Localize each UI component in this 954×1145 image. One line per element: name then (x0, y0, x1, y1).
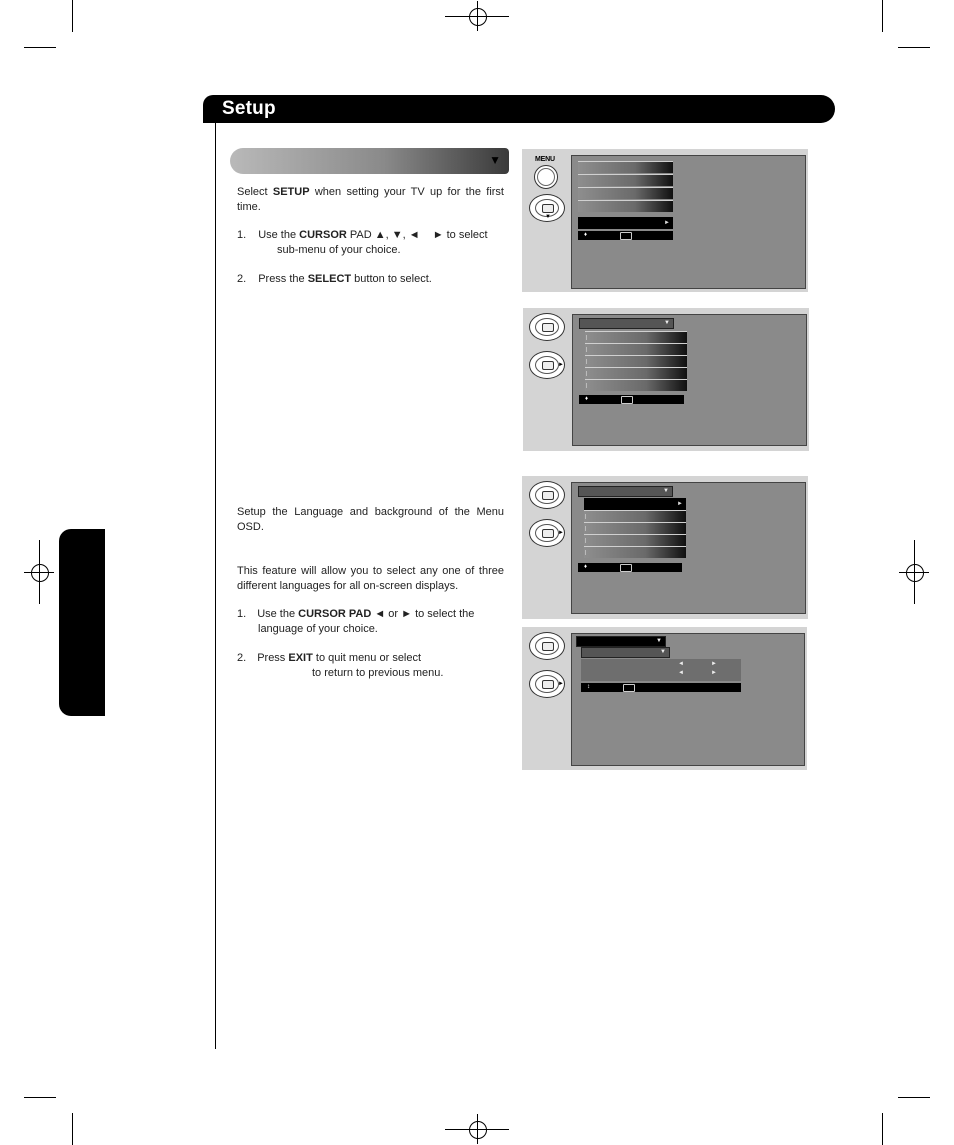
crop-mark (914, 540, 915, 604)
info-bar (581, 683, 741, 692)
settings-area (581, 659, 741, 681)
side-tab (59, 529, 105, 716)
triangle-down-icon: ▼ (664, 320, 670, 326)
language-step-2-cont: to return to previous menu. (312, 667, 444, 679)
cursor-pad-button[interactable] (529, 670, 565, 698)
margin-rule (215, 123, 216, 1049)
crop-mark (882, 1113, 883, 1145)
crop-mark (882, 0, 883, 32)
triangle-down-icon: ▼ (489, 153, 501, 167)
setup-step-1-cont: sub-menu of your choice. (277, 244, 401, 256)
crop-mark (898, 1097, 930, 1098)
menu-item-bar (585, 367, 687, 379)
menu-item-bar (584, 522, 686, 534)
menu-item-bar (584, 534, 686, 546)
menu-item-bar (585, 331, 687, 343)
cursor-pad-icon: ♦ (585, 396, 589, 402)
menu-item-bar (585, 355, 687, 367)
menu-item-bar-selected (584, 498, 686, 510)
triangle-left-icon: ◄ (678, 670, 684, 676)
cursor-pad-select-button[interactable] (529, 481, 565, 509)
submenu-title-bar (581, 647, 670, 658)
triangle-left-icon: ◄ (678, 661, 684, 667)
cursor-pad-button[interactable] (529, 194, 565, 222)
cursor-pad-select-button[interactable] (529, 632, 565, 660)
triangle-down-icon: ▼ (656, 638, 662, 644)
crop-mark (445, 1129, 509, 1130)
triangle-down-icon: ▼ (545, 214, 551, 220)
triangle-right-icon: ► (711, 670, 717, 676)
info-bar (578, 231, 673, 240)
tv-screen-2 (572, 314, 807, 446)
select-key-icon (621, 396, 633, 404)
tv-screen-1 (571, 155, 806, 289)
triangle-right-icon: ► (677, 501, 683, 507)
menu-button[interactable] (534, 165, 558, 189)
menu-item-bar (584, 546, 686, 558)
crop-mark (898, 47, 930, 48)
menu-item-bar-selected (578, 217, 673, 229)
page-title: Setup (222, 98, 276, 119)
crop-mark (445, 16, 509, 17)
setup-step-2: 2. Press the SELECT button to select. (237, 273, 432, 285)
select-key-icon (620, 564, 632, 572)
menu-item-bar (578, 200, 673, 212)
header-bar (203, 95, 835, 123)
language-step-1: 1. Use the CURSOR PAD ◄ or ► to select the (237, 608, 475, 620)
language-step-2: 2. Press EXIT to quit menu or select (237, 652, 422, 664)
cursor-pad-button[interactable] (529, 351, 565, 379)
triangle-right-icon: ► (664, 220, 670, 226)
cursor-pad-icon: ♦ (584, 564, 588, 570)
menu-item-bar (578, 161, 673, 173)
info-bar (579, 395, 684, 404)
cursor-pad-select-button[interactable] (529, 313, 565, 341)
crop-mark (39, 540, 40, 604)
triangle-right-icon: ► (711, 661, 717, 667)
menu-title-bar (576, 636, 666, 647)
crop-mark (24, 47, 56, 48)
menu-label: MENU (535, 156, 555, 163)
select-key-icon (623, 684, 635, 692)
triangle-right-icon: ► (558, 362, 564, 368)
triangle-right-icon: ► (558, 530, 564, 536)
menu-item-bar (585, 379, 687, 391)
info-bar (578, 563, 682, 572)
menu-item-bar (578, 174, 673, 186)
triangle-right-icon: ► (558, 681, 564, 687)
triangle-down-icon: ▼ (663, 488, 669, 494)
cursor-pad-icon: ♦ (584, 232, 588, 238)
menu-title-bar (578, 486, 673, 497)
up-down-icon: ↕ (587, 684, 590, 690)
language-step-1-cont: language of your choice. (258, 623, 378, 635)
crop-mark (24, 1097, 56, 1098)
crop-mark (72, 0, 73, 32)
setup-step-1: 1. Use the CURSOR PAD ▲, ▼, ◄ ► to select (237, 229, 488, 241)
tv-screen-4 (571, 633, 805, 766)
menu-item-bar (585, 343, 687, 355)
menu-title-bar (579, 318, 674, 329)
crop-mark (72, 1113, 73, 1145)
tv-screen-3 (571, 482, 806, 614)
setup-intro-paragraph: Select SETUP when setting your TV up for the first time. (237, 186, 504, 213)
language-paragraph: This feature will allow you to select any one of three different languages for all on-screen displays. (237, 565, 504, 592)
select-key-icon (620, 232, 632, 240)
menu-item-bar (584, 510, 686, 522)
menu-item-bar (578, 187, 673, 199)
menu-osd-paragraph: Setup the Language and background of the Menu OSD. (237, 506, 504, 533)
section-header-bar (230, 148, 509, 174)
triangle-down-icon: ▼ (660, 649, 666, 655)
cursor-pad-button[interactable] (529, 519, 565, 547)
